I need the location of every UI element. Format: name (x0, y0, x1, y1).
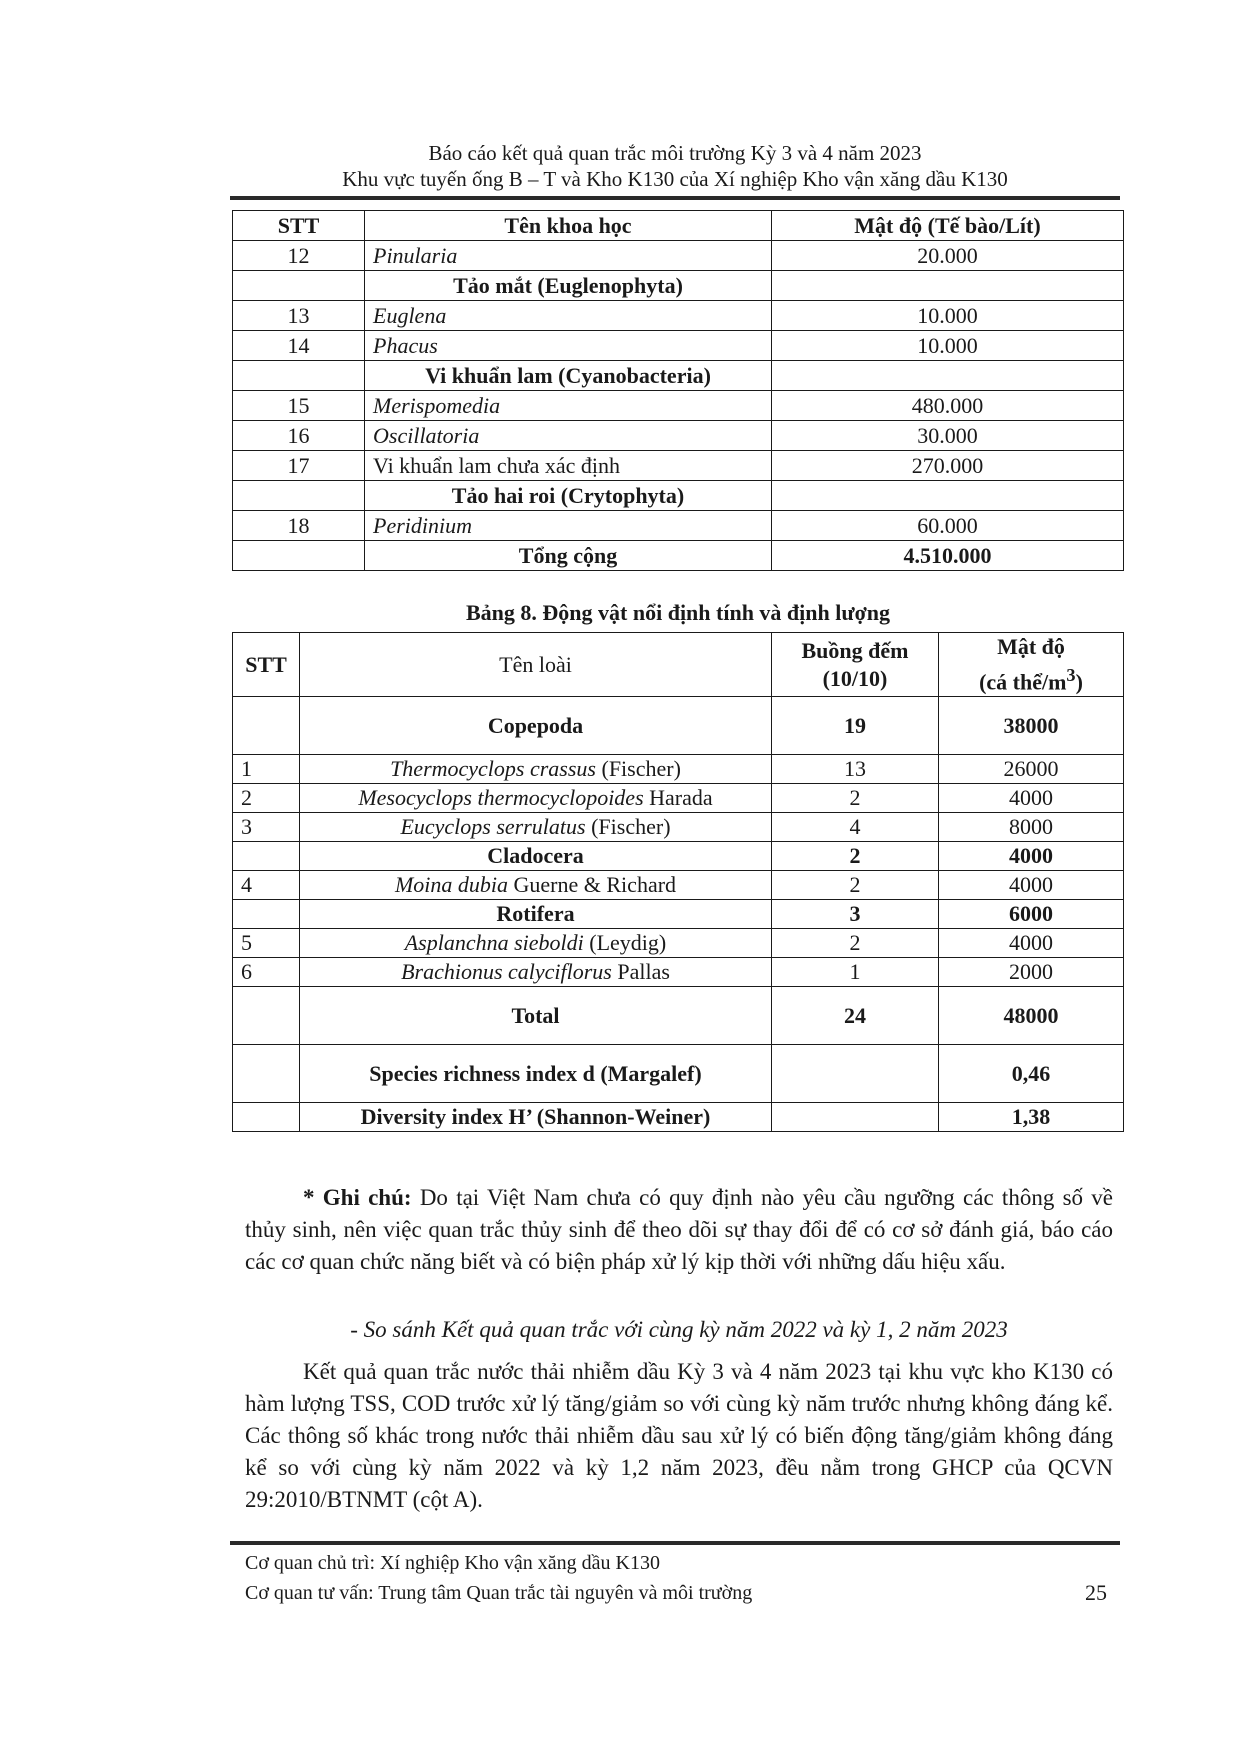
cell-density: 4000 (939, 929, 1124, 958)
cell-group-name: Tảo hai roi (Crytophyta) (365, 481, 772, 511)
group-row (233, 842, 1124, 871)
cell-stt: 2 (233, 784, 300, 813)
cell-name: Euglena (365, 301, 772, 331)
cell-group-name: Cladocera (300, 842, 772, 871)
cell-species (300, 929, 772, 958)
total-label: Tổng cộng (365, 541, 772, 571)
zooplankton-table (232, 632, 1124, 1132)
col-header-count (772, 633, 939, 697)
cell-stt (233, 271, 365, 301)
cell-density: 4000 (939, 784, 1124, 813)
cell-group-name: Copepoda (300, 697, 772, 755)
total-value: 4.510.000 (772, 541, 1124, 571)
note-label: * Ghi chú: (303, 1185, 412, 1210)
col-header-stt: STT (233, 211, 365, 241)
cell-species (300, 871, 772, 900)
group-row (233, 697, 1124, 755)
species-author: Harada (643, 785, 713, 811)
cell-count: 1 (772, 958, 939, 987)
species-author: (Fischer) (596, 756, 681, 782)
cell-density: 30.000 (772, 421, 1124, 451)
cell-density: 60.000 (772, 511, 1124, 541)
species-author: (Leydig) (583, 930, 667, 956)
note-paragraph (245, 1182, 1113, 1278)
cell-stt (233, 541, 365, 571)
table-caption: Bảng 8. Động vật nổi định tính và định lượng (466, 600, 890, 625)
cell-group-name: Vi khuẩn lam (Cyanobacteria) (365, 361, 772, 391)
cell-density: 1,38 (939, 1103, 1124, 1132)
cell-species (300, 958, 772, 987)
cell-stt: 5 (233, 929, 300, 958)
cell-group-name: Tảo mắt (Euglenophyta) (365, 271, 772, 301)
table-row (233, 271, 1124, 301)
cell-density: 4000 (939, 842, 1124, 871)
species-author: Pallas (611, 959, 670, 985)
cell-count: 2 (772, 871, 939, 900)
cell-stt (233, 481, 365, 511)
table-row (233, 784, 1124, 813)
report-title: Báo cáo kết quả quan trắc môi trường Kỳ 3 và 4 năm 2023 (428, 141, 922, 165)
cell-name: Merispomedia (365, 391, 772, 421)
table-row (233, 813, 1124, 842)
species-author: (Fischer) (585, 814, 671, 840)
cell-count: 2 (772, 842, 939, 871)
table-row (233, 421, 1124, 451)
cell-count: 24 (772, 987, 939, 1045)
table-row (233, 301, 1124, 331)
cell-density: 270.000 (772, 451, 1124, 481)
table-header-row (233, 211, 1124, 241)
cell-density (772, 481, 1124, 511)
cell-stt (233, 1045, 300, 1103)
cell-density: 20.000 (772, 241, 1124, 271)
header-divider (230, 196, 1120, 200)
density-unit-exponent: 3 (1066, 665, 1076, 685)
cell-stt: 14 (233, 331, 365, 361)
footer-divider (230, 1541, 1120, 1545)
note-text: Do tại Việt Nam chưa có quy định nào yêu cầu ngưỡng các thông số về thủy sinh, nên việc quan trắc thủy sinh để theo dõi sự thay đổi để có cơ sở đánh giá, báo cáo các cơ quan chức năng biết và có biện pháp xử lý kịp thời với những dấu hiệu xấu. (245, 1185, 1113, 1274)
cell-stt (233, 1103, 300, 1132)
cell-count: 2 (772, 929, 939, 958)
cell-group-name: Diversity index H’ (Shannon-Weiner) (300, 1103, 772, 1132)
species-name: Thermocyclops crassus (390, 756, 596, 782)
group-row (233, 900, 1124, 929)
cell-stt (233, 842, 300, 871)
cell-count: 2 (772, 784, 939, 813)
table-row (233, 391, 1124, 421)
cell-count: 13 (772, 755, 939, 784)
cell-group-name: Total (300, 987, 772, 1045)
species-name: Mesocyclops thermocyclopoides (358, 785, 644, 811)
density-header-line1: Mật độ (997, 634, 1065, 659)
footer-host: Cơ quan chủ trì: Xí nghiệp Kho vận xăng dầu K130 (245, 1552, 660, 1574)
cell-stt (233, 361, 365, 391)
table-row (233, 331, 1124, 361)
cell-density: 6000 (939, 900, 1124, 929)
cell-group-name: Species richness index d (Margalef) (300, 1045, 772, 1103)
cell-density: 480.000 (772, 391, 1124, 421)
col-header-density: Mật độ (Tế bào/Lít) (772, 211, 1124, 241)
report-subtitle: Khu vực tuyến ống B – T và Kho K130 của Xí nghiệp Kho vận xăng dầu K130 (342, 167, 1008, 191)
table-row (233, 511, 1124, 541)
cell-density: 10.000 (772, 331, 1124, 361)
cell-density: 8000 (939, 813, 1124, 842)
cell-name: Pinularia (365, 241, 772, 271)
cell-stt: 17 (233, 451, 365, 481)
cell-name: Peridinium (365, 511, 772, 541)
cell-name: Vi khuẩn lam chưa xác định (365, 451, 772, 481)
cell-count (772, 1045, 939, 1103)
comparison-paragraph: Kết quả quan trắc nước thải nhiễm dầu Kỳ 3 và 4 năm 2023 tại khu vực kho K130 có hàm lượng TSS, COD trước xử lý tăng/giảm so với cùng kỳ năm trước nhưng không đáng kể. Các thông số khác trong nước thải nhiễm dầu sau xử lý có biến động tăng/giảm không đáng kể so với cùng kỳ năm 2022 và kỳ 1,2 năm 2023, đều nằm trong GHCP của QCVN 29:2010/BTNMT (cột A). (245, 1359, 1113, 1512)
cell-group-name: Rotifera (300, 900, 772, 929)
cell-stt: 12 (233, 241, 365, 271)
cell-stt: 4 (233, 871, 300, 900)
cell-density: 48000 (939, 987, 1124, 1045)
density-header-line2 (947, 661, 1115, 696)
table-row (233, 755, 1124, 784)
page-number: 25 (1085, 1580, 1107, 1605)
cell-stt: 3 (233, 813, 300, 842)
table-row (233, 241, 1124, 271)
cell-species (300, 784, 772, 813)
cell-count: 4 (772, 813, 939, 842)
cell-stt: 6 (233, 958, 300, 987)
cell-stt (233, 697, 300, 755)
cell-count: 19 (772, 697, 939, 755)
footer-consultant: Cơ quan tư vấn: Trung tâm Quan trắc tài nguyên và môi trường (245, 1582, 753, 1604)
density-unit-end: ) (1075, 669, 1083, 695)
count-header-line2: (10/10) (822, 665, 888, 691)
cell-density: 4000 (939, 871, 1124, 900)
cell-density (772, 271, 1124, 301)
species-name: Moina dubia (394, 872, 509, 898)
table-row (233, 481, 1124, 511)
density-unit: (cá thể/m (979, 669, 1067, 695)
cell-density: 26000 (939, 755, 1124, 784)
cell-density: 0,46 (939, 1045, 1124, 1103)
species-name: Brachionus calyciflorus (401, 959, 612, 985)
count-header-line1: Buồng đếm (801, 637, 909, 663)
cell-name: Oscillatoria (365, 421, 772, 451)
cell-name: Phacus (365, 331, 772, 361)
species-name: Asplanchna sieboldi (404, 930, 584, 956)
cell-density: 10.000 (772, 301, 1124, 331)
group-row (233, 1045, 1124, 1103)
cell-density: 2000 (939, 958, 1124, 987)
cell-stt (233, 900, 300, 929)
table-row (233, 958, 1124, 987)
table-header-row (233, 633, 1124, 697)
phytoplankton-table-body (233, 241, 1124, 571)
cell-stt: 18 (233, 511, 365, 541)
species-name: Eucyclops serrulatus (400, 814, 586, 840)
group-row (233, 1103, 1124, 1132)
cell-count: 3 (772, 900, 939, 929)
col-header-density (939, 633, 1124, 697)
cell-stt: 15 (233, 391, 365, 421)
table-row (233, 451, 1124, 481)
table-row (233, 929, 1124, 958)
cell-stt: 13 (233, 301, 365, 331)
group-row (233, 987, 1124, 1045)
cell-stt (233, 987, 300, 1045)
species-author: Guerne & Richard (508, 872, 677, 898)
cell-density: 38000 (939, 697, 1124, 755)
zooplankton-table-body (233, 697, 1124, 1132)
cell-density (772, 361, 1124, 391)
table-row (233, 361, 1124, 391)
col-header-species: Tên loài (300, 633, 772, 697)
col-header-stt: STT (233, 633, 300, 697)
col-header-name: Tên khoa học (365, 211, 772, 241)
cell-count (772, 1103, 939, 1132)
total-row (233, 541, 1124, 571)
cell-stt: 1 (233, 755, 300, 784)
cell-species (300, 755, 772, 784)
phytoplankton-table (232, 210, 1124, 571)
cell-stt: 16 (233, 421, 365, 451)
table-row (233, 871, 1124, 900)
cell-species (300, 813, 772, 842)
comparison-heading: - So sánh Kết quả quan trắc với cùng kỳ năm 2022 và kỳ 1, 2 năm 2023 (350, 1317, 1008, 1342)
